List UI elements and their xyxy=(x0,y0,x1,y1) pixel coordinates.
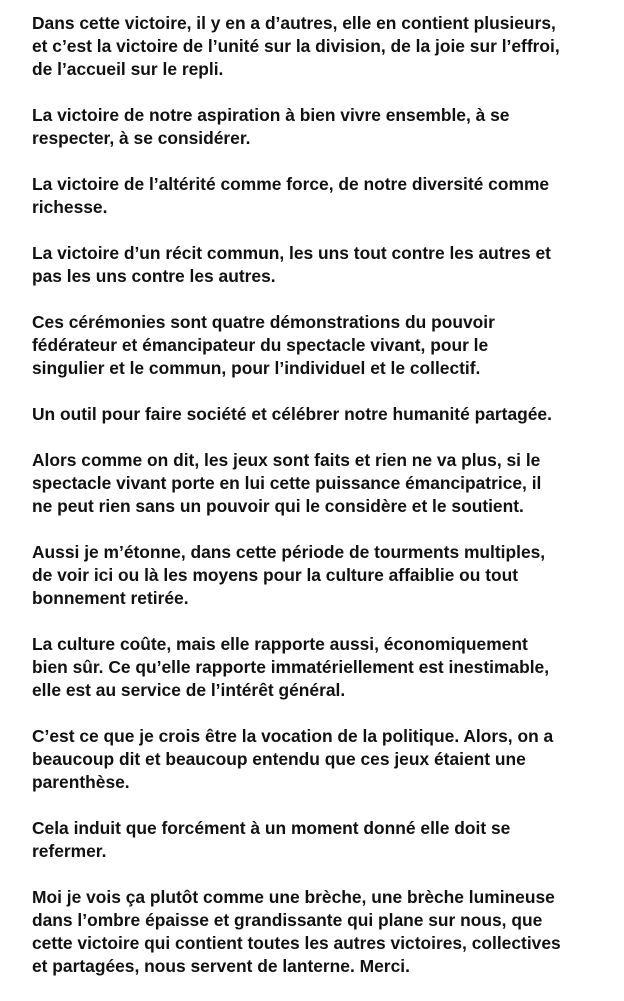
paragraph xyxy=(32,886,597,978)
text-line: respecter, à se considérer. xyxy=(32,128,251,148)
text-line: Aussi je m’étonne, dans cette période de tourments multiples, xyxy=(32,542,546,562)
text-line: Ces cérémonies sont quatre démonstrations du pouvoir xyxy=(32,312,495,332)
paragraph xyxy=(32,173,597,219)
text-line: et partagées, nous servent de lanterne. Merci. xyxy=(32,956,410,976)
text-line: fédérateur et émancipateur du spectacle vivant, pour le xyxy=(32,335,489,355)
text-line: bien sûr. Ce qu’elle rapporte immatériellement est inestimable, xyxy=(32,657,550,677)
text-line: bonnement retirée. xyxy=(32,588,189,608)
paragraph xyxy=(32,403,597,426)
text-line: dans l’ombre épaisse et grandissante qui plane sur nous, que xyxy=(32,910,543,930)
text-line: Un outil pour faire société et célébrer notre humanité partagée. xyxy=(32,404,552,424)
text-line: Moi je vois ça plutôt comme une brèche, une brèche lumineuse xyxy=(32,887,555,907)
paragraph xyxy=(32,242,597,288)
text-line: La victoire de notre aspiration à bien vivre ensemble, à se xyxy=(32,105,510,125)
paragraph xyxy=(32,12,597,81)
paragraph xyxy=(32,104,597,150)
text-line: cette victoire qui contient toutes les autres victoires, collectives xyxy=(32,933,561,953)
text-line: singulier et le commun, pour l’individuel et le collectif. xyxy=(32,358,481,378)
text-line: pas les uns contre les autres. xyxy=(32,266,276,286)
text-line: refermer. xyxy=(32,841,107,861)
text-line: spectacle vivant porte en lui cette puissance émancipatrice, il xyxy=(32,473,542,493)
text-line: et c’est la victoire de l’unité sur la division, de la joie sur l’effroi, xyxy=(32,36,560,56)
text-line: Alors comme on dit, les jeux sont faits et rien ne va plus, si le xyxy=(32,450,541,470)
text-line: La victoire d’un récit commun, les uns tout contre les autres et xyxy=(32,243,551,263)
text-line: Dans cette victoire, il y en a d’autres, elle en contient plusieurs, xyxy=(32,13,556,33)
paragraph xyxy=(32,311,597,380)
paragraph xyxy=(32,449,597,518)
paragraph xyxy=(32,817,597,863)
text-line: Cela induit que forcément à un moment donné elle doit se xyxy=(32,818,511,838)
text-line: richesse. xyxy=(32,197,108,217)
text-line: La victoire de l’altérité comme force, de notre diversité comme xyxy=(32,174,550,194)
paragraph xyxy=(32,541,597,610)
text-line: elle est au service de l’intérêt général. xyxy=(32,680,346,700)
text-line: de voir ici ou là les moyens pour la culture affaiblie ou tout xyxy=(32,565,519,585)
text-line: ne peut rien sans un pouvoir qui le considère et le soutient. xyxy=(32,496,524,516)
text-line: beaucoup dit et beaucoup entendu que ces jeux étaient une xyxy=(32,749,526,769)
text-line: de l’accueil sur le repli. xyxy=(32,59,224,79)
paragraph xyxy=(32,725,597,794)
speech-document xyxy=(32,12,597,1001)
text-line: parenthèse. xyxy=(32,772,130,792)
paragraph xyxy=(32,633,597,702)
text-line: La culture coûte, mais elle rapporte aussi, économiquement xyxy=(32,634,528,654)
text-line: C’est ce que je crois être la vocation de la politique. Alors, on a xyxy=(32,726,554,746)
